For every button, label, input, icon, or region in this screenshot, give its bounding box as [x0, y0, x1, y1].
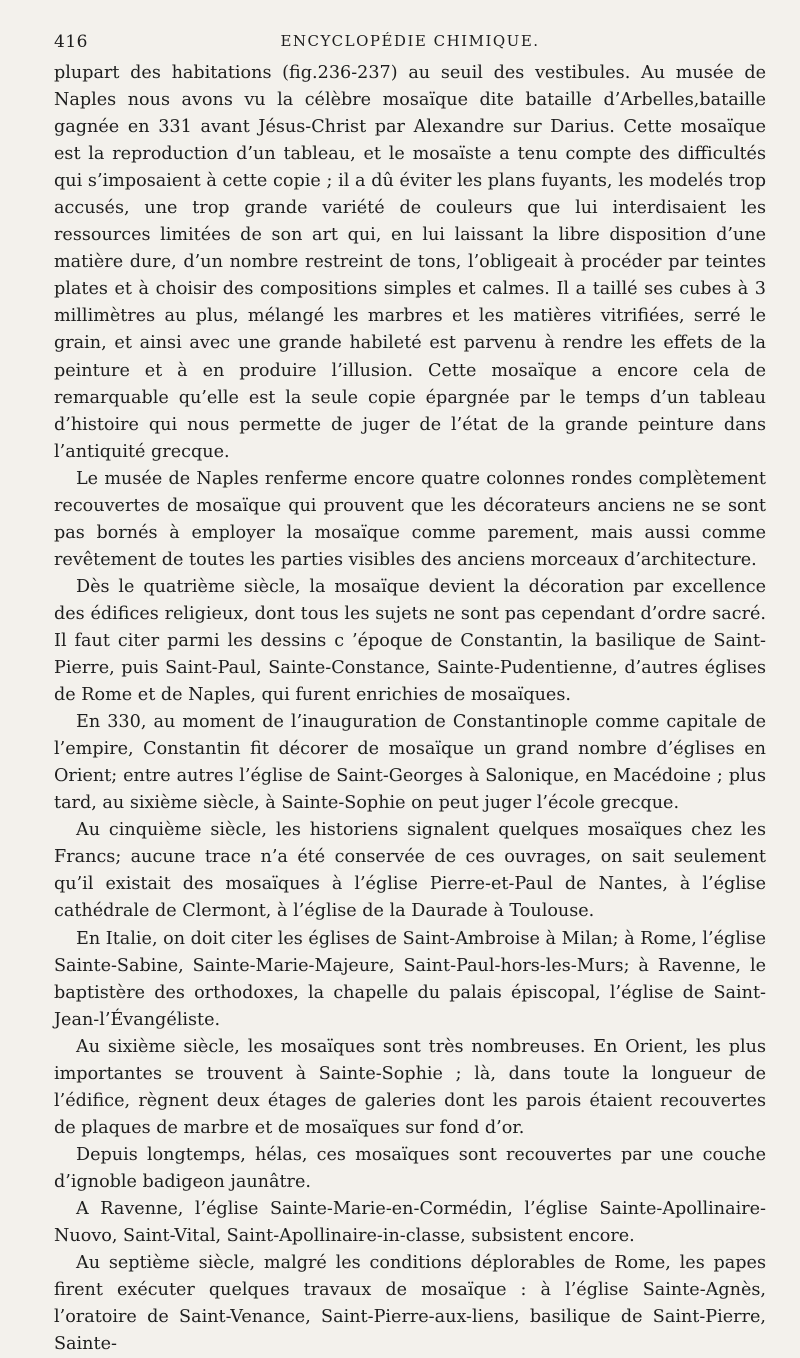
paragraph: Depuis longtemps, hélas, ces mosaïques sont recouvertes par une couche d’ignoble badigeon jaunâtre.: [54, 1144, 766, 1192]
paragraph: En 330, au moment de l’inauguration de Constantinople comme capitale de l’empire, Constantin fit décorer de mosaïque un grand nombre d’églises en Orient; entre autres l’église de Saint-Georges à Salonique, en Macédoine ; plus tard, au sixième siècle, à Sainte-Sophie on peut juger l’école grecque.: [54, 712, 766, 814]
paragraph: Au septième siècle, malgré les conditions déplorables de Rome, les papes firent exécuter quelques travaux de mosaïque : à l’église Sainte-Agnès, l’oratoire de Saint-Venance, Saint-Pierre-aux-liens, basilique de Saint-Pierre, Sainte-: [54, 1253, 766, 1355]
paragraph: plupart des habitations (fig.236-237) au seuil des vestibules. Au musée de Naples nous avons vu la célèbre mosaïque dite bataille d’Arbelles,bataille gagnée en 331 avant Jésus-Christ par Alexandre sur Darius. Cette mosaïque est la reproduction d’un tableau, et le mosaïste a tenu compte des difficultés qui s’imposaient à cette copie ; il a dû éviter les plans fuyants, les modelés trop accusés, une trop grande variété de couleurs que lui interdisaient les ressources limitées de son art qui, en lui laissant la libre disposition d’une matière dure, d’un nombre restreint de tons, l’obligeait à procéder par teintes plates et à choisir des compositions simples et calmes. Il a taillé ses cubes à 3 millimètres au plus, mélangé les marbres et les matières vitrifiées, serré le grain, et ainsi avec une grande habileté est parvenu à rendre les effets de la peinture et à en produire l’illusion. Cette mosaïque a encore cela de remarquable qu’elle est la seule copie épargnée par le temps d’un tableau d’histoire qui nous permette de juger de l’état de la grande peinture dans l’antiquité grecque.: [54, 63, 766, 462]
paragraph: A Ravenne, l’église Sainte-Marie-en-Cormédin, l’église Sainte-Apollinaire-Nuovo, Saint-Vital, Saint-Apollinaire-in-classe, subsistent encore.: [54, 1198, 766, 1247]
paragraph: Au cinquième siècle, les historiens signalent quelques mosaïques chez les Francs; aucune trace n’a été conservée de ces ouvrages, on sait seulement qu’il existait des mosaïques à l’église Pierre-et-Paul de Nantes, à l’église cathédrale de Clermont, à l’église de la Daurade à Toulouse.: [54, 820, 766, 922]
paragraph: Dès le quatrième siècle, la mosaïque devient la décoration par excellence des édifices religieux, dont tous les sujets ne sont pas cependant d’ordre sacré. Il faut citer parmi les dessins c ’époque de Constantin, la basilique de Saint-Pierre, puis Saint-Paul, Sainte-Constance, Sainte-Pudentienne, d’autres églises de Rome et de Naples, qui furent enrichies de mosaïques.: [54, 576, 766, 706]
page-header: [54, 26, 766, 56]
paragraph: Au sixième siècle, les mosaïques sont très nombreuses. En Orient, les plus importantes se trouvent à Sainte-Sophie ; là, dans toute la longueur de l’édifice, règnent deux étages de galeries dont les parois étaient recouvertes de plaques de marbre et de mosaïques sur fond d’or.: [54, 1036, 766, 1138]
body-text: [54, 60, 766, 1358]
paragraph: Le musée de Naples renferme encore quatre colonnes rondes complètement recouvertes de mosaïque qui prouvent que les décorateurs anciens ne se sont pas bornés à employer la mosaïque comme parement, mais aussi comme revêtement de toutes les parties visibles des anciens morceaux d’architecture.: [54, 468, 766, 570]
page-number: 416: [54, 32, 88, 52]
running-title: ENCYCLOPÉDIE CHIMIQUE.: [280, 32, 540, 50]
paragraph: En Italie, on doit citer les églises de Saint-Ambroise à Milan; à Rome, l’église Sainte-Sabine, Sainte-Marie-Majeure, Saint-Paul-hors-les-Murs; à Ravenne, le baptistère des orthodoxes, la chapelle du palais épiscopal, l’église de Saint-Jean-l’Évangéliste.: [54, 928, 766, 1030]
